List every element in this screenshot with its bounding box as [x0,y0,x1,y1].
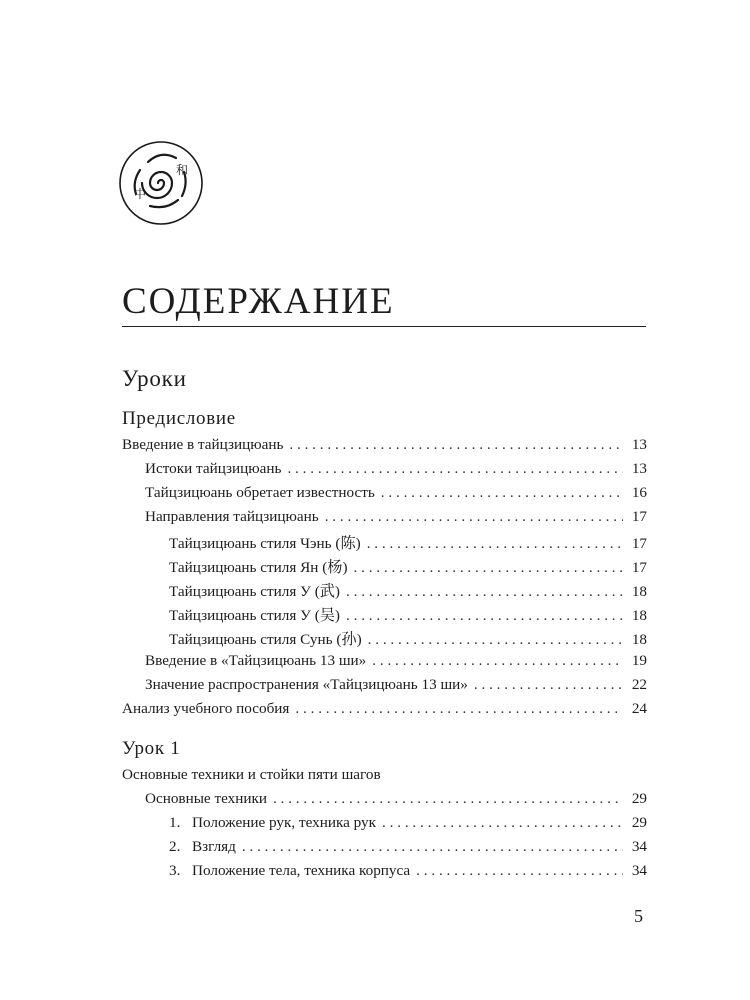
toc-entry-label [145,484,375,502]
toc-entry[interactable] [122,814,647,838]
dot-leader [367,535,623,553]
dot-leader [295,700,623,718]
toc-entry-text: Тайцзицюань стиля Сунь (孙) [169,631,362,648]
toc-entry[interactable] [122,790,647,814]
toc-entry-text: Истоки тайцзицюань [145,460,282,477]
toc-page-number: 18 [631,607,647,624]
toc-entry-label [145,652,366,670]
toc-entry-label [145,508,319,526]
toc-entry-text: Взгляд [192,838,236,855]
toc-page-number: 16 [631,484,647,501]
toc-entry[interactable] [122,862,647,886]
toc-page-number: 19 [631,652,647,669]
toc-entry[interactable] [122,508,647,532]
toc-entry-number: 1. [169,814,181,831]
toc-entry[interactable] [122,460,647,484]
toc-entry-text: Значение распространения «Тайцзицюань 13 ши» [145,676,468,693]
toc-page-number: 29 [631,790,647,807]
toc-page-number: 22 [631,676,647,693]
toc-entry-number: 2. [169,838,181,855]
toc-page-number: 17 [631,508,647,525]
dot-leader [382,814,623,832]
toc-entry-label [145,676,468,694]
dot-leader [381,484,623,502]
preface-toc [122,436,647,724]
toc-entry-text: Тайцзицюань стиля Чэнь (陈) [169,535,361,552]
toc-entry-label [169,838,236,856]
section-heading: Уроки [122,366,187,391]
toc-page-number: 18 [631,583,647,600]
dot-leader [416,862,623,880]
toc-entry-text: Тайцзицюань стиля Ян (杨) [169,559,348,576]
lesson1-subtitle: Основные техники и стойки пяти шагов [122,766,381,783]
dot-leader [273,790,623,808]
dot-leader [289,436,623,454]
taiji-emblem-icon [118,140,204,226]
toc-entry-label [169,814,376,832]
page-number: 5 [634,906,643,926]
toc-page-number: 34 [631,862,647,879]
toc-entry-text: Тайцзицюань стиля У (武) [169,583,340,600]
toc-entry-text: Направления тайцзицюань [145,508,319,525]
lesson1-toc [122,766,647,886]
toc-page-number: 13 [631,460,647,477]
dot-leader [242,838,623,856]
toc-entry-label [169,556,348,577]
toc-entry-label [122,436,283,454]
toc-entry[interactable] [122,436,647,460]
toc-entry-label [169,532,361,553]
toc-page-number: 13 [631,436,647,453]
toc-entry-label [145,790,267,808]
title-divider [122,326,646,327]
toc-entry-label [169,628,362,649]
toc-page-number: 24 [631,700,647,717]
dot-leader [346,583,623,601]
toc-entry-text: Положение рук, техника рук [192,814,377,831]
toc-entry-text: Тайцзицюань стиля У (吴) [169,607,340,624]
toc-entry-label [169,604,340,625]
toc-entry-text: Основные техники [145,790,268,807]
toc-entry-label [122,700,289,718]
dot-leader [346,607,623,625]
dot-leader [368,631,623,649]
toc-entry-label [145,460,281,478]
toc-entry-text: Введение в «Тайцзицюань 13 ши» [145,652,367,669]
logo-glyph-right: 和 [176,163,189,177]
toc-page-number: 34 [631,838,647,855]
toc-page-number: 17 [631,535,647,552]
toc-entry[interactable] [122,676,647,700]
dot-leader [325,508,623,526]
page-title: СОДЕРЖАНИЕ [122,281,395,322]
toc-page-number: 17 [631,559,647,576]
toc-entry-text: Положение тела, техника корпуса [192,862,411,879]
toc-entry[interactable] [122,580,647,604]
toc-page-number: 29 [631,814,647,831]
preface-heading: Предисловие [122,408,236,429]
dot-leader [287,460,623,478]
toc-entry[interactable] [122,628,647,652]
toc-entry-label [169,580,340,601]
toc-entry[interactable] [122,556,647,580]
toc-entry-label [169,862,410,880]
toc-entry-text: Введение в тайцзицюань [122,436,284,453]
dot-leader [354,559,624,577]
toc-entry[interactable] [122,652,647,676]
toc-entry[interactable] [122,484,647,508]
toc-entry-text: Анализ учебного пособия [122,700,290,717]
toc-entry[interactable] [122,700,647,724]
toc-entry[interactable] [122,532,647,556]
toc-entry[interactable] [122,838,647,862]
toc-entry-text: Тайцзицюань обретает известность [145,484,375,501]
toc-entry-number: 3. [169,862,181,879]
dot-leader [474,676,623,694]
lesson1-heading: Урок 1 [122,738,181,759]
dot-leader [372,652,623,670]
toc-entry[interactable] [122,604,647,628]
toc-page-number: 18 [631,631,647,648]
logo-glyph-left: 中 [134,187,147,201]
